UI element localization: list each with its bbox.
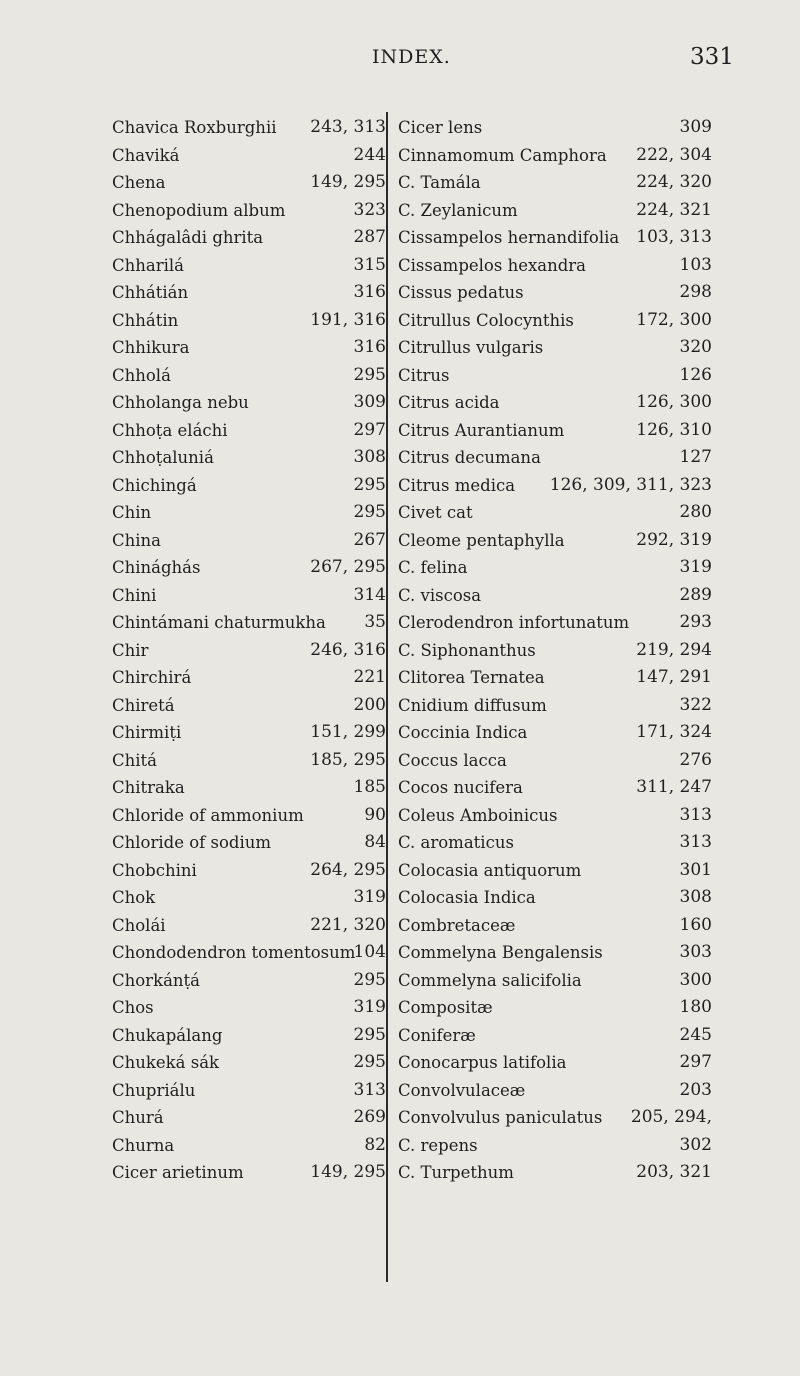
page-header [0, 42, 800, 82]
index-page-refs: 280 [679, 502, 712, 522]
index-page-refs: 287 [353, 227, 386, 247]
index-term: Chintámani chaturmukha [112, 613, 326, 632]
index-entry [112, 1132, 390, 1160]
index-page-refs: 319 [353, 887, 386, 907]
index-column-right [398, 114, 712, 1187]
index-term: Chitraka [112, 778, 185, 797]
index-term: Chhátián [112, 283, 189, 302]
index-term: Chukapálang [112, 1025, 223, 1045]
index-page-refs: 295 [353, 1024, 386, 1045]
index-term: Chirmiṭi [112, 723, 182, 742]
index-page-refs: 200 [353, 694, 386, 715]
index-page-refs: 323 [353, 199, 386, 220]
index-term: Cocos nucifera [398, 778, 523, 797]
index-page-refs: 311, 247 [636, 777, 712, 797]
index-term: Chir [112, 640, 149, 660]
index-entry [398, 802, 712, 830]
index-term: Cissampelos hernandifolia [398, 228, 620, 247]
index-page-refs: 147, 291 [636, 667, 712, 687]
index-entry [398, 664, 712, 692]
index-page-refs: 313 [679, 832, 712, 852]
index-entry [112, 719, 390, 747]
index-term: C. felina [398, 558, 468, 577]
index-page-refs: 185 [353, 777, 386, 797]
index-term: Colocasia Indica [398, 888, 536, 907]
index-entry [112, 967, 390, 995]
index-term: Chichingá [112, 475, 197, 495]
index-term: Chloride of ammonium [112, 805, 304, 825]
index-entry [112, 252, 390, 280]
index-term: Coniferæ [398, 1025, 476, 1045]
index-term: Chini [112, 585, 157, 605]
index-entry [112, 802, 390, 830]
index-term: Churna [112, 1135, 175, 1155]
index-entry [112, 637, 390, 665]
index-page-refs: 295 [353, 364, 386, 385]
index-term: C. repens [398, 1135, 478, 1155]
index-entry [112, 224, 390, 252]
index-entry [398, 967, 712, 995]
index-term: Convolvulus paniculatus [398, 1108, 603, 1127]
index-term: C. Tamála [398, 173, 481, 192]
index-page-refs: 126, 309, 311, 323 [549, 474, 712, 495]
index-page-refs: 84 [364, 832, 386, 852]
index-term: Chirchirá [112, 668, 192, 687]
index-page-refs: 293 [679, 612, 712, 632]
index-term: Coccus lacca [398, 750, 507, 770]
index-term: C. aromaticus [398, 833, 514, 852]
index-entry [398, 472, 712, 500]
index-term: Cnidium diffusum [398, 695, 547, 715]
index-entry [112, 169, 390, 197]
index-column-left [112, 114, 390, 1187]
index-entry [112, 857, 390, 885]
index-page-refs: 301 [679, 859, 712, 880]
index-entry [112, 994, 390, 1022]
index-entry [398, 1132, 712, 1160]
index-term: Conocarpus latifolia [398, 1053, 567, 1072]
index-term: Chok [112, 888, 156, 907]
index-page-refs: 295 [353, 969, 386, 990]
index-entry [398, 939, 712, 967]
index-entry [112, 829, 390, 857]
index-entry [398, 279, 712, 307]
index-term: C. Turpethum [398, 1163, 514, 1182]
index-term: Citrus Aurantianum [398, 420, 565, 440]
index-page-refs: 191, 316 [310, 309, 386, 330]
index-page-refs: 302 [679, 1134, 712, 1155]
index-entry [398, 169, 712, 197]
index-page-refs: 224, 321 [636, 199, 712, 220]
index-entry [112, 142, 390, 170]
index-page-refs: 82 [364, 1134, 386, 1155]
index-term: Citrullus Colocynthis [398, 310, 574, 330]
index-page-refs: 315 [353, 254, 386, 275]
index-term: Churá [112, 1108, 164, 1127]
index-entry [112, 472, 390, 500]
index-page-refs: 172, 300 [636, 309, 712, 330]
index-term: Chiretá [112, 695, 175, 715]
index-entry [112, 1049, 390, 1077]
index-page-refs: 298 [679, 282, 712, 302]
index-page-refs: 126, 300 [636, 392, 712, 412]
index-page-refs: 103, 313 [636, 227, 712, 247]
index-entry [398, 114, 712, 142]
index-term: Citrus [398, 365, 450, 385]
index-entry [112, 389, 390, 417]
index-entry [398, 444, 712, 472]
index-entry [398, 857, 712, 885]
index-page-refs: 309 [353, 392, 386, 412]
index-page-refs: 127 [679, 447, 712, 467]
index-entry [112, 417, 390, 445]
index-page-refs: 303 [679, 942, 712, 962]
index-entry [112, 279, 390, 307]
index-page-refs: 203, 321 [636, 1162, 712, 1182]
column-divider [386, 112, 388, 1282]
index-term: Citrullus vulgaris [398, 338, 544, 357]
index-page-refs: 295 [353, 474, 386, 495]
index-entry [398, 912, 712, 940]
index-term: Citrus acida [398, 393, 500, 412]
index-page-refs: 319 [679, 557, 712, 577]
index-entry [398, 884, 712, 912]
index-term: Cicer arietinum [112, 1163, 244, 1182]
index-entry [398, 197, 712, 225]
index-entry [112, 664, 390, 692]
index-term: C. Zeylanicum [398, 200, 518, 220]
index-term: Convolvulaceæ [398, 1080, 526, 1100]
index-entry [398, 747, 712, 775]
index-entry [112, 582, 390, 610]
index-page-refs: 267, 295 [310, 557, 386, 577]
index-term: Chena [112, 173, 166, 192]
index-page-refs: 292, 319 [636, 529, 712, 550]
index-entry [398, 389, 712, 417]
index-page-refs: 313 [679, 804, 712, 825]
index-entry [398, 252, 712, 280]
index-page-refs: 151, 299 [310, 722, 386, 742]
index-page-refs: 320 [679, 337, 712, 357]
index-term: Chondodendron tomentosum [112, 943, 356, 962]
index-page-refs: 308 [353, 447, 386, 467]
index-term: Cleome pentaphylla [398, 530, 565, 550]
index-entry [398, 994, 712, 1022]
index-page-refs: 319 [353, 997, 386, 1017]
index-term: Colocasia antiquorum [398, 860, 582, 880]
index-term: Compositæ [398, 998, 493, 1017]
index-page-refs: 314 [353, 584, 386, 605]
index-term: Cissampelos hexandra [398, 255, 587, 275]
index-page-refs: 221, 320 [310, 914, 386, 935]
index-term: C. viscosa [398, 585, 482, 605]
index-entry [112, 554, 390, 582]
index-entry [112, 1159, 390, 1187]
index-page-refs: 295 [353, 502, 386, 522]
index-term: Chitá [112, 750, 157, 770]
index-term: Chukeká sák [112, 1053, 220, 1072]
index-entry [112, 307, 390, 335]
index-page-refs: 243, 313 [310, 117, 386, 137]
index-page-refs: 224, 320 [636, 172, 712, 192]
index-page-refs: 222, 304 [636, 144, 712, 165]
index-entry [112, 774, 390, 802]
index-entry [398, 1049, 712, 1077]
index-entry [112, 884, 390, 912]
index-page-refs: 126, 310 [636, 419, 712, 440]
index-entry [112, 692, 390, 720]
index-term: Chhátin [112, 310, 179, 330]
index-entry [398, 692, 712, 720]
index-entry [398, 554, 712, 582]
index-entry [112, 747, 390, 775]
index-term: Cinnamomum Camphora [398, 145, 607, 165]
index-term: Chhoṭaluniá [112, 448, 214, 467]
index-entry [398, 1104, 712, 1132]
index-entry [112, 114, 390, 142]
index-term: Coleus Amboinicus [398, 805, 558, 825]
page-number: 331 [690, 44, 734, 70]
index-term: Cicer lens [398, 118, 483, 137]
index-entry [398, 362, 712, 390]
index-term: C. Siphonanthus [398, 640, 536, 660]
index-page-refs: 219, 294 [636, 639, 712, 660]
index-entry [112, 912, 390, 940]
index-page-refs: 160 [679, 914, 712, 935]
index-term: Citrus medica [398, 475, 516, 495]
index-page-refs: 308 [679, 887, 712, 907]
index-term: Chin [112, 503, 152, 522]
index-entry [112, 362, 390, 390]
index-entry [398, 829, 712, 857]
index-term: Chholanga nebu [112, 393, 249, 412]
index-page-refs: 297 [353, 419, 386, 440]
index-entry [112, 197, 390, 225]
index-page-refs: 221 [353, 667, 386, 687]
index-entry [398, 417, 712, 445]
index-term: Chharilá [112, 255, 184, 275]
index-term: Coccinia Indica [398, 723, 528, 742]
index-term: Chhikura [112, 338, 190, 357]
index-entry [398, 334, 712, 362]
index-term: Chavica Roxburghii [112, 118, 277, 137]
index-page-refs: 171, 324 [636, 722, 712, 742]
index-entry [398, 142, 712, 170]
index-page-refs: 295 [353, 1052, 386, 1072]
index-entry [398, 1077, 712, 1105]
index-entry [398, 719, 712, 747]
index-page-refs: 297 [679, 1052, 712, 1072]
index-page-refs: 313 [353, 1079, 386, 1100]
index-entry [112, 444, 390, 472]
index-page-refs: 264, 295 [310, 859, 386, 880]
index-term: Combretaceæ [398, 915, 516, 935]
index-term: Commelyna Bengalensis [398, 943, 603, 962]
index-entry [112, 527, 390, 555]
index-term: Clerodendron infortunatum [398, 613, 630, 632]
index-entry [398, 307, 712, 335]
index-page-refs: 245 [679, 1024, 712, 1045]
index-entry [112, 334, 390, 362]
index-entry [398, 224, 712, 252]
index-page-refs: 126 [679, 364, 712, 385]
index-entry [398, 1159, 712, 1187]
index-term: Chholá [112, 365, 171, 385]
index-entry [398, 774, 712, 802]
index-page-refs: 267 [353, 529, 386, 550]
index-page-refs: 180 [679, 997, 712, 1017]
index-page-refs: 185, 295 [310, 749, 386, 770]
index-page-refs: 149, 295 [310, 172, 386, 192]
index-page-refs: 269 [353, 1107, 386, 1127]
index-term: Cholái [112, 915, 166, 935]
index-page-refs: 149, 295 [310, 1162, 386, 1182]
index-page-refs: 322 [679, 694, 712, 715]
index-page-refs: 276 [679, 749, 712, 770]
index-entry [398, 582, 712, 610]
index-page-refs: 35 [364, 612, 386, 632]
index-term: Chhágalâdi ghrita [112, 228, 264, 247]
index-entry [398, 637, 712, 665]
index-page-refs: 203 [679, 1079, 712, 1100]
index-page-refs: 316 [353, 337, 386, 357]
index-entry [112, 499, 390, 527]
index-term: Chhoṭa eláchi [112, 420, 228, 440]
index-entry [112, 1022, 390, 1050]
index-term: Clitorea Ternatea [398, 668, 545, 687]
index-entry [398, 499, 712, 527]
index-term: Chaviká [112, 145, 180, 165]
index-page-refs: 104 [353, 942, 386, 962]
index-term: Chobchini [112, 860, 197, 880]
index-term: Chenopodium album [112, 200, 286, 220]
running-title: INDEX. [372, 46, 451, 68]
index-entry [112, 939, 390, 967]
index-term: Chorkánṭá [112, 970, 201, 990]
index-term: Cissus pedatus [398, 283, 524, 302]
index-page-refs: 246, 316 [310, 639, 386, 660]
index-term: Chos [112, 998, 154, 1017]
index-term: Commelyna salicifolia [398, 970, 582, 990]
index-page-refs: 300 [679, 969, 712, 990]
index-page-refs: 90 [364, 804, 386, 825]
index-entry [398, 1022, 712, 1050]
index-entry [398, 609, 712, 637]
index-page-refs: 289 [679, 584, 712, 605]
index-page-refs: 309 [679, 117, 712, 137]
index-term: Chinághás [112, 558, 201, 577]
index-page-refs: 244 [353, 144, 386, 165]
index-entry [112, 1104, 390, 1132]
index-entry [398, 527, 712, 555]
index-page-refs: 316 [353, 282, 386, 302]
index-page-refs: 205, 294, [630, 1107, 712, 1127]
index-term: Chupriálu [112, 1080, 196, 1100]
index-entry [112, 1077, 390, 1105]
index-term: Chloride of sodium [112, 833, 271, 852]
index-page-refs: 103 [679, 254, 712, 275]
index-term: Civet cat [398, 503, 473, 522]
index-entry [112, 609, 390, 637]
index-term: China [112, 530, 161, 550]
index-term: Citrus decumana [398, 448, 541, 467]
